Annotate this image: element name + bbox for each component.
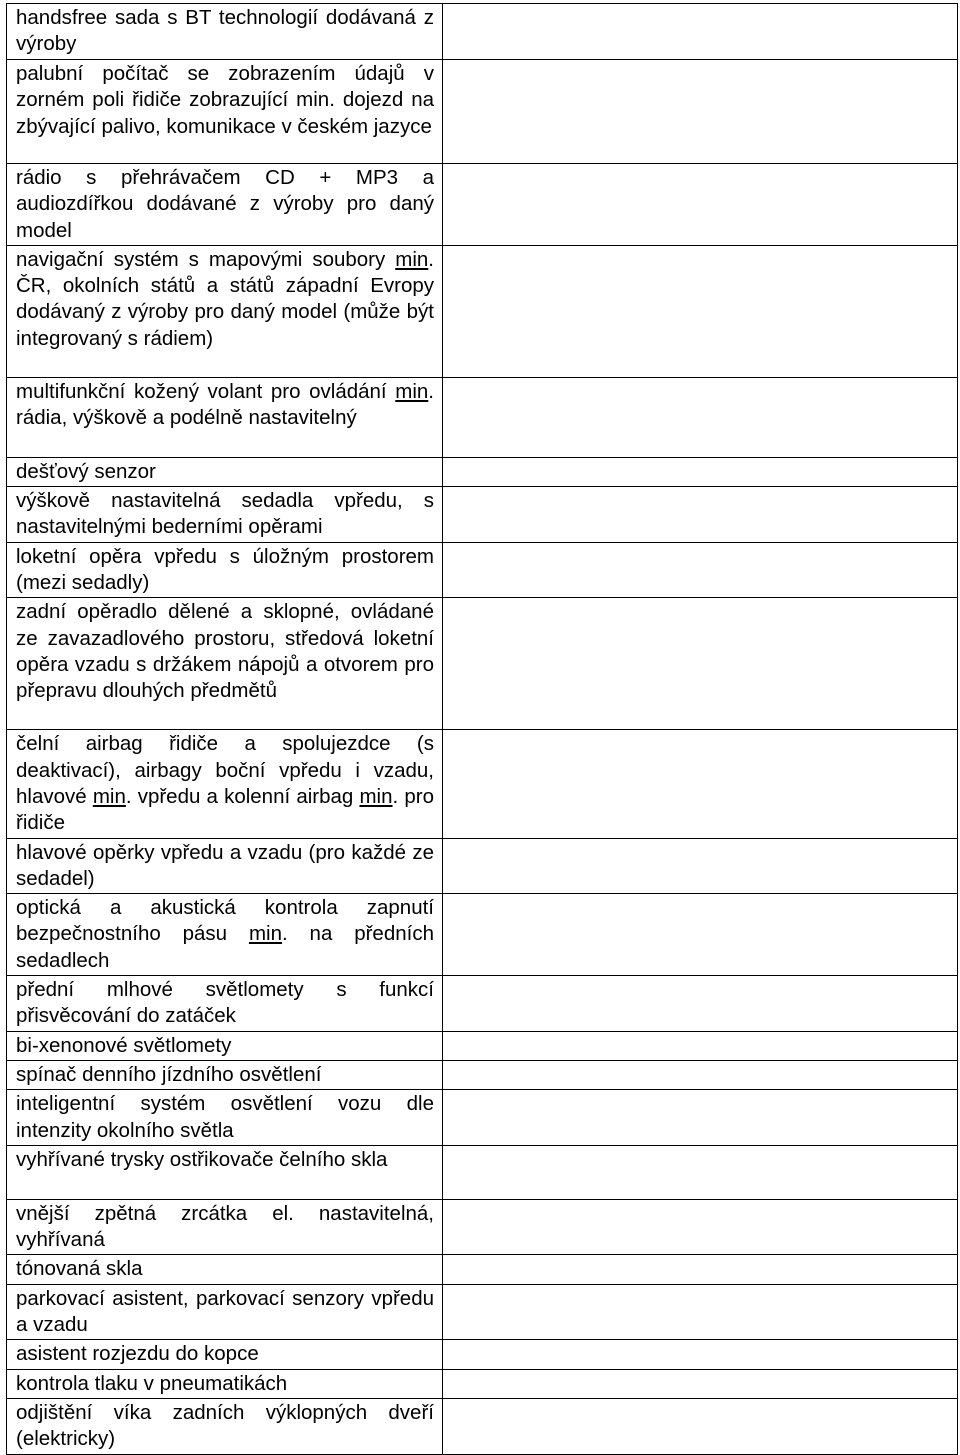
- feature-text: handsfree sada s BT technologií dodávaná z výroby: [16, 6, 434, 56]
- feature-value-cell: [443, 1090, 958, 1146]
- underlined-text: min: [248, 922, 282, 946]
- table-row: [7, 976, 958, 1032]
- feature-text: hlavové opěrky vpředu a vzadu (pro každé ze sedadel): [16, 840, 434, 890]
- feature-text: . vpředu a kolenní airbag: [125, 784, 360, 808]
- table-row: [7, 60, 958, 164]
- feature-label-cell: [7, 1145, 443, 1199]
- feature-label-cell: [7, 1340, 443, 1369]
- feature-label-cell: [7, 1369, 443, 1398]
- feature-value-cell: [443, 1255, 958, 1284]
- feature-text: . ČR, okolních států a států západní Evropy dodávaný z výroby pro daný model (může být integrovaný s rádiem): [16, 247, 434, 350]
- feature-text: kontrola tlaku v pneumatikách: [16, 1371, 288, 1395]
- feature-label-cell: [7, 245, 443, 377]
- feature-text: spínač denního jízdního osvětlení: [16, 1062, 322, 1086]
- table-row: [7, 730, 958, 838]
- feature-text: palubní počítač se zobrazením údajů v zorném poli řidiče zobrazující min. dojezd na zbývající palivo, komunikace v českém jazyce: [16, 62, 434, 138]
- feature-label-cell: [7, 1199, 443, 1255]
- table-row: [7, 1255, 958, 1284]
- feature-text: navigační systém s mapovými soubory: [16, 247, 396, 271]
- feature-label-cell: [7, 4, 443, 60]
- feature-label-cell: [7, 1031, 443, 1060]
- feature-value-cell: [443, 1060, 958, 1089]
- table-row: [7, 1284, 958, 1340]
- feature-text: vnější zpětná zrcátka el. nastavitelná, vyhřívaná: [16, 1201, 434, 1252]
- feature-label-cell: [7, 60, 443, 164]
- feature-value-cell: [443, 245, 958, 377]
- feature-text: inteligentní systém osvětlení vozu dle intenzity okolního světla: [16, 1092, 434, 1142]
- table-row: [7, 457, 958, 486]
- feature-value-cell: [443, 487, 958, 543]
- feature-text: parkovací asistent, parkovací senzory vpředu a vzadu: [16, 1286, 434, 1337]
- feature-text: asistent rozjezdu do kopce: [16, 1342, 259, 1366]
- feature-text: optická a akustická kontrola zapnutí bezpečnostního pásu: [16, 896, 434, 946]
- feature-label-cell: [7, 1090, 443, 1146]
- feature-label-cell: [7, 1255, 443, 1284]
- feature-label-cell: [7, 542, 443, 598]
- feature-value-cell: [443, 1284, 958, 1340]
- feature-label-cell: [7, 1060, 443, 1089]
- equipment-spec-table: [6, 3, 958, 1455]
- feature-text: multifunkční kožený volant pro ovládání: [16, 379, 396, 403]
- feature-text: dešťový senzor: [16, 459, 156, 483]
- feature-text: . rádia, výškově a podélně nastavitelný: [16, 379, 434, 430]
- feature-value-cell: [443, 457, 958, 486]
- feature-value-cell: [443, 730, 958, 838]
- feature-label-cell: [7, 894, 443, 976]
- table-row: [7, 1031, 958, 1060]
- feature-value-cell: [443, 377, 958, 457]
- feature-value-cell: [443, 976, 958, 1032]
- feature-label-cell: [7, 164, 443, 246]
- feature-label-cell: [7, 1284, 443, 1340]
- underlined-text: min: [92, 784, 126, 808]
- feature-value-cell: [443, 894, 958, 976]
- feature-label-cell: [7, 377, 443, 457]
- underlined-text: min: [395, 379, 429, 403]
- table-row: [7, 164, 958, 246]
- feature-text: výškově nastavitelná sedadla vpředu, s nastavitelnými bederními opěrami: [16, 489, 434, 539]
- table-row: [7, 1090, 958, 1146]
- table-row: [7, 1060, 958, 1089]
- feature-value-cell: [443, 164, 958, 246]
- feature-label-cell: [7, 487, 443, 543]
- feature-value-cell: [443, 1340, 958, 1369]
- feature-value-cell: [443, 60, 958, 164]
- table-row: [7, 1145, 958, 1199]
- feature-text: přední mlhové světlomety s funkcí přisvěcování do zatáček: [16, 978, 434, 1028]
- feature-label-cell: [7, 457, 443, 486]
- feature-label-cell: [7, 976, 443, 1032]
- table-row: [7, 487, 958, 543]
- feature-value-cell: [443, 4, 958, 60]
- table-row: [7, 894, 958, 976]
- table-row: [7, 1398, 958, 1454]
- feature-text: loketní opěra vpředu s úložným prostorem (mezi sedadly): [16, 544, 434, 595]
- table-row: [7, 838, 958, 894]
- feature-text: bi-xenonové světlomety: [16, 1033, 232, 1057]
- feature-label-cell: [7, 838, 443, 894]
- feature-value-cell: [443, 838, 958, 894]
- table-row: [7, 4, 958, 60]
- table-row: [7, 598, 958, 730]
- feature-label-cell: [7, 598, 443, 730]
- table-row: [7, 1199, 958, 1255]
- spec-table-body: [7, 4, 958, 1455]
- feature-text: rádio s přehrávačem CD + MP3 a audiozdířkou dodávané z výroby pro daný model: [16, 166, 434, 242]
- feature-value-cell: [443, 1031, 958, 1060]
- feature-text: čelní airbag řidiče a spolujezdce (s deaktivací), airbagy boční vpředu i vzadu, hlavové: [16, 732, 434, 808]
- feature-value-cell: [443, 542, 958, 598]
- table-row: [7, 245, 958, 377]
- underlined-text: min: [395, 247, 429, 271]
- feature-value-cell: [443, 1369, 958, 1398]
- feature-text: . pro řidiče: [16, 784, 434, 835]
- table-row: [7, 1340, 958, 1369]
- feature-text: vyhřívané trysky ostřikovače čelního skla: [16, 1147, 388, 1171]
- feature-text: zadní opěradlo dělené a sklopné, ovládané ze zavazadlového prostoru, středová loketní opěra vzadu s držákem nápojů a otvorem pro přepravu dlouhých předmětů: [16, 600, 434, 703]
- table-row: [7, 542, 958, 598]
- feature-value-cell: [443, 598, 958, 730]
- feature-text: odjištění víka zadních výklopných dveří (elektricky): [16, 1400, 434, 1451]
- feature-value-cell: [443, 1199, 958, 1255]
- feature-value-cell: [443, 1145, 958, 1199]
- table-row: [7, 377, 958, 457]
- feature-text: . na předních sedadlech: [16, 922, 434, 972]
- feature-text: tónovaná skla: [16, 1257, 143, 1281]
- feature-label-cell: [7, 730, 443, 838]
- underlined-text: min: [359, 784, 393, 808]
- feature-value-cell: [443, 1398, 958, 1454]
- table-row: [7, 1369, 958, 1398]
- feature-label-cell: [7, 1398, 443, 1454]
